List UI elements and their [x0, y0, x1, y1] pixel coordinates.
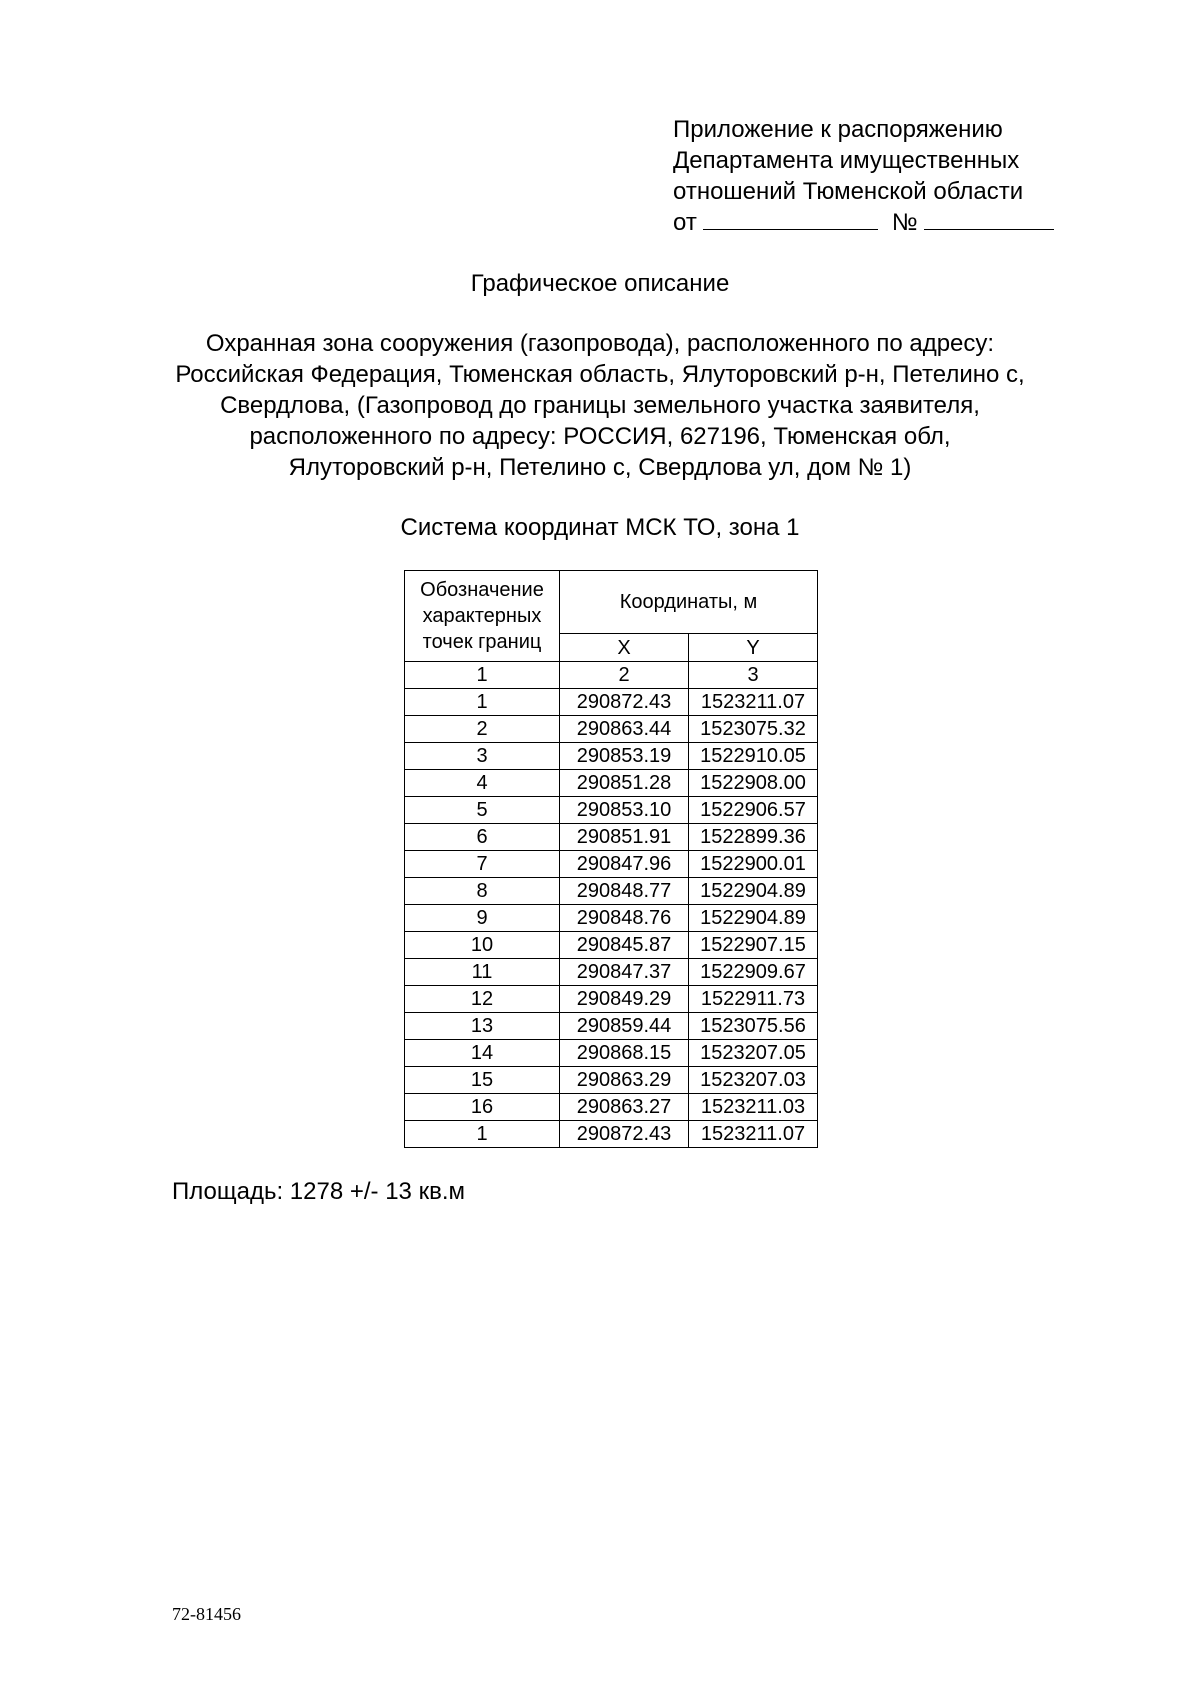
- point-cell: 11: [405, 959, 560, 986]
- point-cell: 12: [405, 986, 560, 1013]
- table-row: [405, 797, 818, 824]
- y-cell: 1522910.05: [689, 743, 818, 770]
- y-cell: 1522907.15: [689, 932, 818, 959]
- x-cell: 290848.76: [560, 905, 689, 932]
- table-row: [405, 1121, 818, 1148]
- header-y: Y: [689, 634, 818, 662]
- table-row: [405, 770, 818, 797]
- document-number: 72-81456: [172, 1604, 241, 1624]
- column-number-3: 3: [689, 662, 818, 689]
- point-cell: 4: [405, 770, 560, 797]
- area-text: Площадь: 1278 +/- 13 кв.м: [172, 1178, 465, 1205]
- column-number-1: 1: [405, 662, 560, 689]
- y-cell: 1523075.56: [689, 1013, 818, 1040]
- x-cell: 290847.37: [560, 959, 689, 986]
- x-cell: 290845.87: [560, 932, 689, 959]
- x-cell: 290868.15: [560, 1040, 689, 1067]
- appendix-date-number-line: [673, 207, 1054, 238]
- point-cell: 1: [405, 1121, 560, 1148]
- table-row: [405, 743, 818, 770]
- table-row: [405, 1094, 818, 1121]
- coordinates-table: [404, 570, 818, 1148]
- appendix-line-3: отношений Тюменской области: [673, 178, 1024, 205]
- y-cell: 1522908.00: [689, 770, 818, 797]
- y-cell: 1523211.07: [689, 1121, 818, 1148]
- point-cell: 16: [405, 1094, 560, 1121]
- y-cell: 1523207.03: [689, 1067, 818, 1094]
- date-prefix: от: [673, 209, 697, 236]
- y-cell: 1522904.89: [689, 878, 818, 905]
- header-designation: [405, 571, 560, 662]
- zone-description: [0, 328, 1200, 483]
- x-cell: 290848.77: [560, 878, 689, 905]
- point-cell: 10: [405, 932, 560, 959]
- point-cell: 7: [405, 851, 560, 878]
- table-row: [405, 986, 818, 1013]
- appendix-line-2: Департамента имущественных: [673, 147, 1020, 174]
- x-cell: 290859.44: [560, 1013, 689, 1040]
- point-cell: 8: [405, 878, 560, 905]
- table-row: [405, 932, 818, 959]
- x-cell: 290851.28: [560, 770, 689, 797]
- x-cell: 290863.44: [560, 716, 689, 743]
- header-designation-line-1: Обозначение: [420, 579, 544, 601]
- table-row: [405, 689, 818, 716]
- y-cell: 1523075.32: [689, 716, 818, 743]
- x-cell: 290851.91: [560, 824, 689, 851]
- x-cell: 290853.10: [560, 797, 689, 824]
- table-row: [405, 824, 818, 851]
- column-number-2: 2: [560, 662, 689, 689]
- x-cell: 290863.29: [560, 1067, 689, 1094]
- point-cell: 15: [405, 1067, 560, 1094]
- appendix-line-1: Приложение к распоряжению: [673, 116, 1003, 143]
- coordinate-system: Система координат МСК ТО, зона 1: [400, 514, 800, 541]
- description-line-5: Ялуторовский р-н, Петелино с, Свердлова ул, дом № 1): [288, 454, 912, 481]
- table-row: [405, 1067, 818, 1094]
- point-cell: 6: [405, 824, 560, 851]
- description-line-3: Свердлова, (Газопровод до границы земельного участка заявителя,: [220, 392, 980, 419]
- y-cell: 1523211.07: [689, 689, 818, 716]
- appendix-block: [673, 114, 1054, 238]
- y-cell: 1523211.03: [689, 1094, 818, 1121]
- table-row: [405, 716, 818, 743]
- table-row: [405, 1040, 818, 1067]
- description-line-4: расположенного по адресу: РОССИЯ, 627196, Тюменская обл,: [249, 423, 951, 450]
- date-blank: [703, 209, 878, 230]
- x-cell: 290849.29: [560, 986, 689, 1013]
- point-cell: 14: [405, 1040, 560, 1067]
- table-header-row: [405, 571, 818, 634]
- point-cell: 3: [405, 743, 560, 770]
- header-designation-line-3: точек границ: [422, 631, 542, 653]
- x-cell: 290872.43: [560, 689, 689, 716]
- x-cell: 290872.43: [560, 1121, 689, 1148]
- header-x: X: [560, 634, 689, 662]
- x-cell: 290853.19: [560, 743, 689, 770]
- point-cell: 1: [405, 689, 560, 716]
- description-line-2: Российская Федерация, Тюменская область, Ялуторовский р-н, Петелино с,: [175, 361, 1025, 388]
- table-row: [405, 905, 818, 932]
- point-cell: 2: [405, 716, 560, 743]
- y-cell: 1523207.05: [689, 1040, 818, 1067]
- header-coordinates: Координаты, м: [560, 571, 818, 634]
- point-cell: 5: [405, 797, 560, 824]
- y-cell: 1522899.36: [689, 824, 818, 851]
- x-cell: 290863.27: [560, 1094, 689, 1121]
- column-numbers-row: [405, 662, 818, 689]
- table-row: [405, 851, 818, 878]
- table-row: [405, 959, 818, 986]
- header-designation-line-2: характерных: [422, 605, 542, 627]
- y-cell: 1522904.89: [689, 905, 818, 932]
- y-cell: 1522906.57: [689, 797, 818, 824]
- table-row: [405, 1013, 818, 1040]
- number-sign: №: [891, 209, 918, 236]
- document-title: Графическое описание: [470, 270, 730, 297]
- y-cell: 1522911.73: [689, 986, 818, 1013]
- description-line-1: Охранная зона сооружения (газопровода), расположенного по адресу:: [205, 330, 995, 357]
- y-cell: 1522909.67: [689, 959, 818, 986]
- number-blank: [924, 209, 1054, 230]
- y-cell: 1522900.01: [689, 851, 818, 878]
- point-cell: 9: [405, 905, 560, 932]
- table-row: [405, 878, 818, 905]
- point-cell: 13: [405, 1013, 560, 1040]
- x-cell: 290847.96: [560, 851, 689, 878]
